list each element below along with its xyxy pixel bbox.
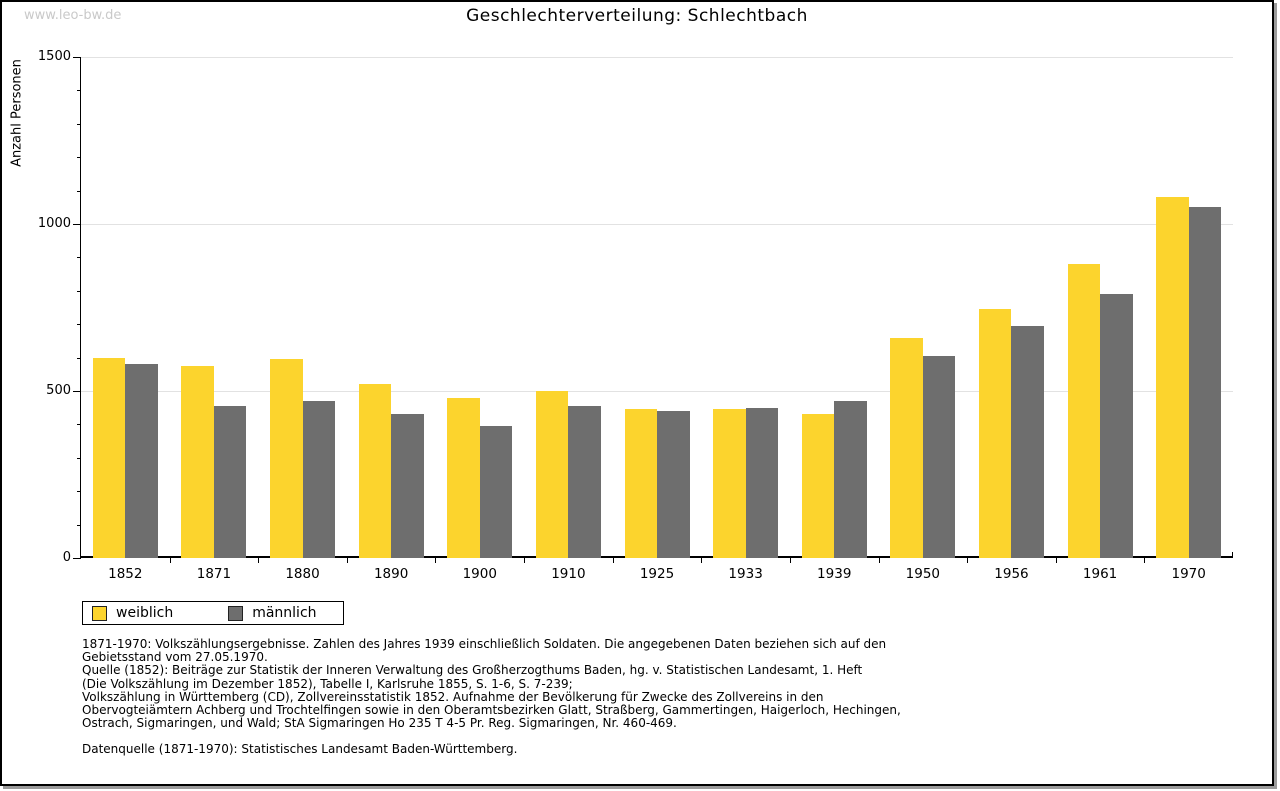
x-tick-label-1900: 1900 (462, 566, 497, 582)
watermark: www.leo-bw.de (24, 8, 122, 23)
x-boundary-tick (435, 558, 436, 563)
bar-männlich-1939 (834, 401, 867, 558)
bar-weiblich-1956 (979, 309, 1012, 558)
bar-weiblich-1970 (1156, 197, 1189, 558)
x-boundary-tick (967, 558, 968, 563)
bar-weiblich-1939 (802, 414, 835, 558)
footnote-line: 1871-1970: Volkszählungsergebnisse. Zahlen des Jahres 1939 einschließlich Soldaten. Die angegebenen Daten beziehen sich auf den (82, 637, 887, 651)
bar-männlich-1852 (125, 364, 158, 558)
y-minor-tick (77, 291, 81, 292)
x-tick-label-1950: 1950 (905, 566, 941, 582)
bar-männlich-1871 (214, 406, 247, 558)
bar-männlich-1900 (480, 426, 513, 558)
footnote-line: (Die Volkszählung im Dezember 1852), Tabelle I, Karlsruhe 1855, S. 1-6, S. 7-239; (82, 676, 573, 691)
x-boundary-tick (790, 558, 791, 563)
x-boundary-tick (258, 558, 259, 563)
x-boundary-tick (879, 558, 880, 563)
y-minor-tick (77, 525, 81, 526)
y-tick-label: 1000 (37, 216, 71, 231)
bar-männlich-1950 (923, 356, 956, 558)
y-minor-tick (77, 90, 81, 91)
bar-weiblich-1900 (447, 398, 480, 558)
y-minor-tick (77, 324, 81, 325)
x-tick-label-1910: 1910 (551, 566, 586, 582)
x-tick-label-1956: 1956 (994, 566, 1029, 582)
bar-weiblich-1925 (625, 409, 658, 558)
x-boundary-tick (347, 558, 348, 563)
x-tick-label-1933: 1933 (728, 566, 763, 582)
x-boundary-tick (1056, 558, 1057, 563)
bar-weiblich-1880 (270, 359, 303, 558)
footnotes (82, 638, 1202, 757)
bar-männlich-1970 (1189, 207, 1222, 558)
bar-weiblich-1890 (359, 384, 392, 558)
gridline-1000 (81, 224, 1233, 225)
legend-label-maennlich: männlich (252, 605, 317, 621)
x-tick-label-1925: 1925 (639, 566, 675, 582)
x-tick-label-1970: 1970 (1171, 566, 1206, 582)
bar-männlich-1910 (568, 406, 601, 558)
y-tick-label: 500 (46, 383, 71, 398)
bar-weiblich-1852 (93, 358, 126, 558)
bar-männlich-1961 (1100, 294, 1133, 558)
datasource-line: Datenquelle (1871-1970): Statistisches Landesamt Baden-Württemberg. (82, 742, 518, 757)
footnote-line: Gebietsstand vom 27.05.1970. (82, 650, 268, 665)
x-boundary-tick (701, 558, 702, 563)
y-major-tick (73, 391, 81, 392)
legend-label-weiblich: weiblich (116, 605, 174, 621)
bar-männlich-1925 (657, 411, 690, 558)
bar-männlich-1880 (303, 401, 336, 558)
y-minor-tick (77, 124, 81, 125)
bar-weiblich-1950 (890, 338, 923, 558)
y-minor-tick (77, 424, 81, 425)
y-axis-label: Anzahl Personen (9, 59, 25, 167)
plot-area (9, 49, 1232, 582)
x-tick-label-1890: 1890 (373, 566, 409, 582)
x-tick-label-1939: 1939 (817, 566, 852, 582)
bar-weiblich-1961 (1068, 264, 1101, 558)
y-minor-tick (77, 157, 81, 158)
y-minor-tick (77, 491, 81, 492)
y-tick-label: 0 (62, 550, 71, 565)
gridline-1500 (81, 57, 1233, 58)
footnote-line: Ostrach, Sigmaringen, und Wald; StA Sigmaringen Ho 235 T 4-5 Pr. Reg. Sigmaringen, Nr. 460-469. (82, 716, 677, 731)
x-boundary-tick (1144, 558, 1145, 563)
x-tick-label-1961: 1961 (1082, 566, 1118, 582)
legend (82, 601, 344, 625)
x-boundary-tick (613, 558, 614, 563)
y-major-tick (73, 57, 81, 58)
bar-weiblich-1933 (713, 409, 746, 558)
page-title: Geschlechterverteilung: Schlechtbach (466, 6, 808, 26)
footnote-line: Volkszählung in Württemberg (CD), Zollvereinsstatistik 1852. Aufnahme der Bevölkerung für Zwecke des Zollvereins in den (82, 689, 824, 704)
x-tick-label-1871: 1871 (196, 566, 232, 582)
x-tick-label-1880: 1880 (285, 566, 320, 582)
bar-männlich-1956 (1011, 326, 1044, 558)
gridline-500 (81, 391, 1233, 392)
y-minor-tick (77, 191, 81, 192)
footnote-line: Quelle (1852): Beiträge zur Statistik der Inneren Verwaltung des Großherzogthums Baden, hg. v. Statistischen Landesamt, 1. Heft (82, 663, 863, 678)
x-tick-label-1852: 1852 (108, 566, 143, 582)
bar-weiblich-1871 (181, 366, 214, 558)
y-major-tick (73, 224, 81, 225)
x-boundary-tick (524, 558, 525, 563)
bar-männlich-1890 (391, 414, 424, 558)
x-boundary-tick (170, 558, 171, 563)
legend-swatch-maennlich (228, 606, 243, 621)
bar-weiblich-1910 (536, 391, 569, 558)
bar-männlich-1933 (746, 408, 779, 558)
y-minor-tick (77, 358, 81, 359)
x-axis-end-tick (1232, 552, 1233, 558)
y-minor-tick (77, 257, 81, 258)
y-minor-tick (77, 458, 81, 459)
y-major-tick (73, 558, 81, 559)
y-tick-label: 1500 (37, 49, 71, 64)
legend-swatch-weiblich (92, 606, 107, 621)
footnote-line: Obervogteiämtern Achberg und Trochtelfingen sowie in den Oberamtsbezirken Glatt, Straßberg, Gammertingen, Haigerloch, Hechingen, (82, 703, 901, 718)
